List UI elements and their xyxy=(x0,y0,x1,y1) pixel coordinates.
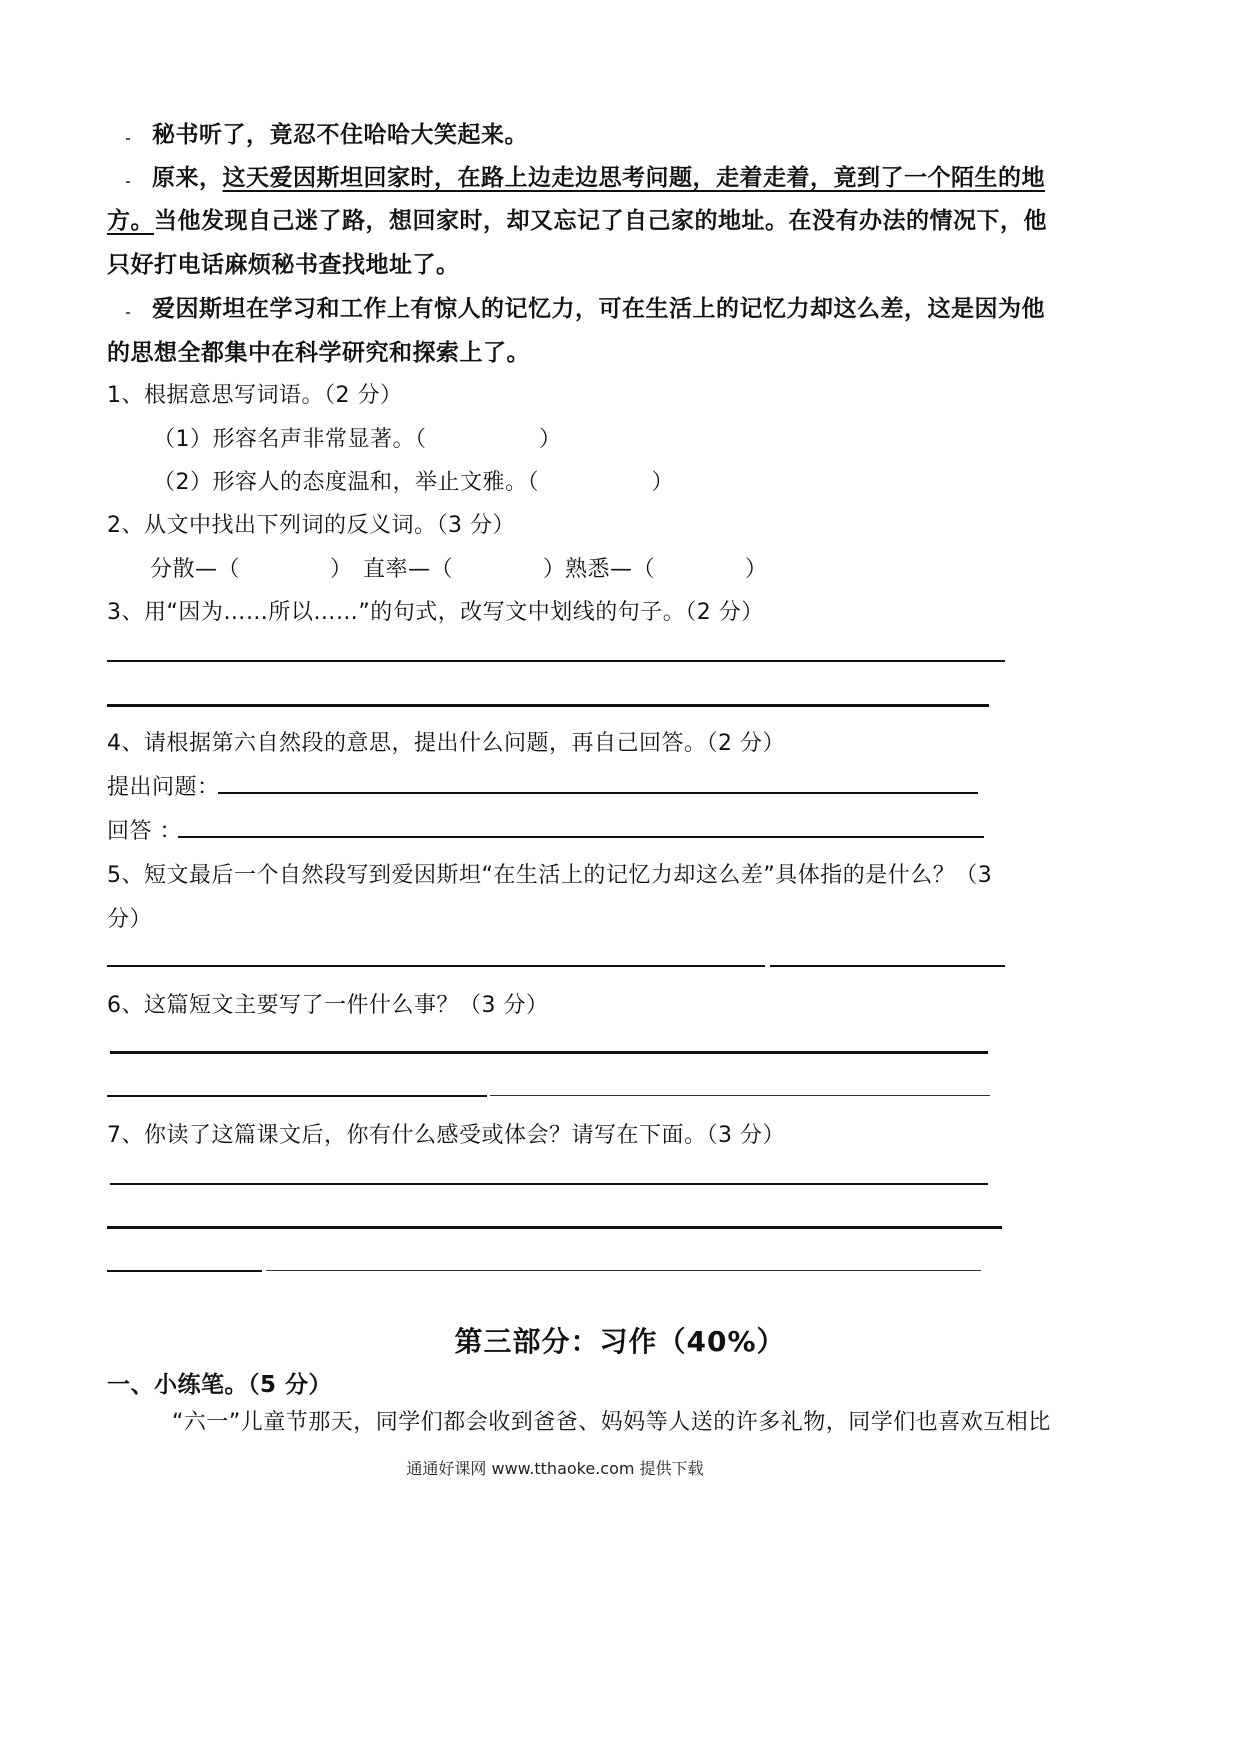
question-5-title-line-2: 分） xyxy=(107,907,153,932)
answer-line xyxy=(107,1226,1002,1229)
underlined-sentence-end: 方。 xyxy=(107,208,154,234)
answer-line xyxy=(110,1051,988,1054)
question-3-title: 3、用“因为……所以……”的句式，改写文中划线的句子。（2 分） xyxy=(107,600,764,625)
question-2-item-2: 直率—（ ） xyxy=(363,557,566,582)
passage-paragraph-1: 秘书听了，竟忍不住哈哈大笑起来。 xyxy=(152,122,528,148)
ask-question-label: 提出问题： xyxy=(107,775,220,800)
question-2-item-3: 熟悉—（ ） xyxy=(565,557,768,582)
passage-text: 原来， xyxy=(152,165,223,191)
ask-question-line xyxy=(218,792,978,794)
paragraph-mark xyxy=(126,181,130,183)
question-7-title: 7、你读了这篇课文后，你有什么感受或体会？请写在下面。（3 分） xyxy=(107,1123,785,1148)
passage-paragraph-3-line-2: 的思想全都集中在科学研究和探索上了。 xyxy=(107,340,530,366)
question-1-title: 1、根据意思写词语。（2 分） xyxy=(107,383,403,408)
page-footer: 通通好课网 www.tthaoke.com 提供下载 xyxy=(406,1459,704,1478)
underlined-sentence: 这天爱因斯坦回家时，在路上边走边思考问题，走着走着，竟到了一个陌生的地 xyxy=(222,165,1045,191)
question-1-item-2: （2）形容人的态度温和，举止文雅。（ ） xyxy=(153,470,674,495)
answer-line xyxy=(107,704,989,707)
answer-line xyxy=(770,965,1005,967)
answer-line xyxy=(107,1270,262,1272)
answer-line xyxy=(107,965,765,967)
section-part-1-text: “六一”儿童节那天，同学们都会收到爸爸、妈妈等人送的许多礼物，同学们也喜欢互相比 xyxy=(172,1410,1051,1435)
passage-paragraph-3-line-1: 爱因斯坦在学习和工作上有惊人的记忆力，可在生活上的记忆力却这么差，这是因为他 xyxy=(152,296,1045,322)
question-4-title: 4、请根据第六自然段的意思，提出什么问题，再自己回答。（2 分） xyxy=(107,731,785,756)
answer-line xyxy=(490,1095,990,1096)
answer-line xyxy=(107,660,1005,662)
passage-paragraph-2-line-3: 只好打电话麻烦秘书查找地址了。 xyxy=(107,252,460,278)
answer-line xyxy=(266,1270,981,1271)
paragraph-mark xyxy=(126,138,130,140)
section-part-1-title: 一、小练笔。（5 分） xyxy=(107,1372,333,1398)
passage-text: 当他发现自己迷了路，想回家时，却又忘记了自己家的地址。在没有办法的情况下，他 xyxy=(154,208,1047,234)
passage-paragraph-2-line-2 xyxy=(107,202,1047,235)
passage-paragraph-2-line-1 xyxy=(152,159,1045,192)
question-6-title: 6、这篇短文主要写了一件什么事？（3 分） xyxy=(107,993,549,1018)
section-heading: 第三部分：习作（40%） xyxy=(454,1325,786,1358)
question-2-item-1: 分散—（ ） xyxy=(150,557,353,582)
answer-line xyxy=(178,836,984,838)
answer-label: 回答 ： xyxy=(107,819,182,844)
question-2-title: 2、从文中找出下列词的反义词。（3 分） xyxy=(107,513,515,538)
answer-line xyxy=(110,1183,988,1185)
answer-line xyxy=(107,1095,487,1097)
question-5-title-line-1: 5、短文最后一个自然段写到爱因斯坦“在生活上的记忆力却这么差”具体指的是什么？（3 xyxy=(107,863,993,888)
question-1-item-1: （1）形容名声非常显著。（ ） xyxy=(153,427,562,452)
paragraph-mark xyxy=(126,312,130,314)
